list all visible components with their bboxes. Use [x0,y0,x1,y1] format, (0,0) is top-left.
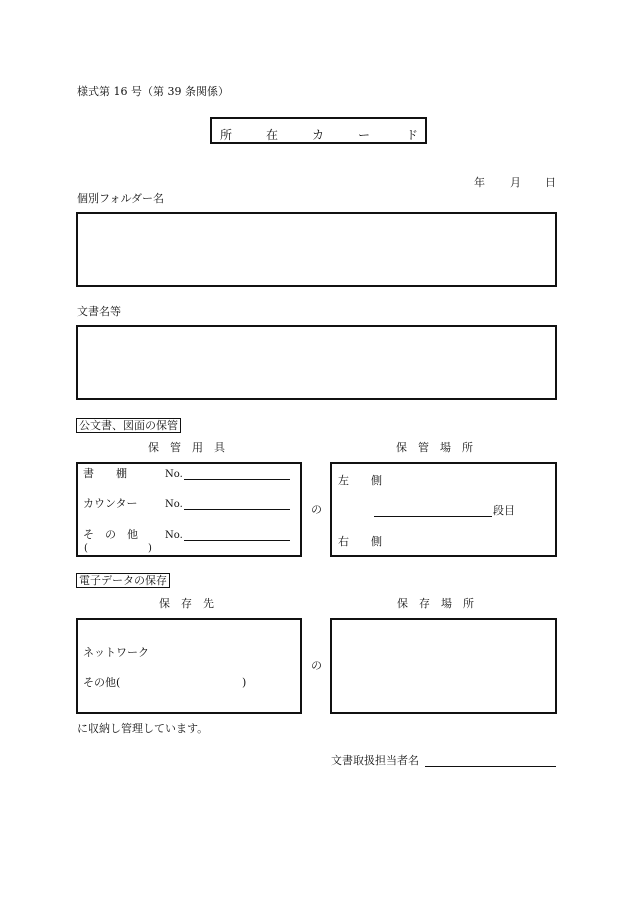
paper-connector: の [311,503,322,516]
electronic-section-label: 電子データの保存 [76,573,170,588]
row-other-paren-close: ) [148,543,152,554]
document-label: 文書名等 [77,305,121,318]
paper-tools-header: 保 管 用 具 [148,441,225,454]
row-counter-label: カウンター [83,497,138,510]
row-counter-no: No. [165,499,183,510]
paper-place-box [330,462,557,557]
row-other-no: No. [165,530,183,541]
shelf-number-field[interactable] [374,516,492,517]
title-char-5: ド [406,128,419,142]
row-shelf-no-field[interactable] [184,479,290,480]
date-year: 年 [474,176,485,189]
shelf-suffix: 段目 [493,504,515,517]
other-label: その他( [83,676,121,689]
left-side-label: 左 側 [338,474,382,487]
title-box [210,117,427,144]
electronic-connector: の [311,659,322,672]
document-name-field[interactable] [76,325,557,400]
electronic-place-field[interactable] [330,618,557,714]
folder-label: 個別フォルダー名 [77,192,165,205]
title-char-2: 在 [266,128,279,142]
electronic-dest-header: 保 存 先 [159,597,214,610]
right-side-label: 右 側 [338,535,382,548]
other-close: ) [242,676,247,689]
electronic-dest-box [76,618,302,714]
paper-place-header: 保 管 場 所 [396,441,473,454]
form-number: 様式第 16 号（第 39 条関係） [77,85,229,98]
date-day: 日 [545,176,556,189]
folder-name-field[interactable] [76,212,557,287]
paper-tools-box [76,462,302,557]
row-other-no-field[interactable] [184,540,290,541]
date-month: 月 [510,176,521,189]
row-other-label: そ の 他 [83,528,138,541]
row-counter-no-field[interactable] [184,509,290,510]
row-shelf-no: No. [165,469,183,480]
handler-label: 文書取扱担当者名 [331,754,419,767]
paper-section-label: 公文書、図面の保管 [76,418,181,433]
title-char-4: ー [358,128,371,142]
network-label: ネットワーク [83,646,149,659]
handler-name-field[interactable] [425,766,556,767]
row-other-paren-open: ( [84,543,88,554]
row-shelf-label: 書 棚 [83,467,127,480]
title-char-3: カ [312,128,325,142]
stored-text: に収納し管理しています。 [77,722,209,735]
electronic-place-header: 保 存 場 所 [397,597,474,610]
title-char-1: 所 [220,128,233,142]
